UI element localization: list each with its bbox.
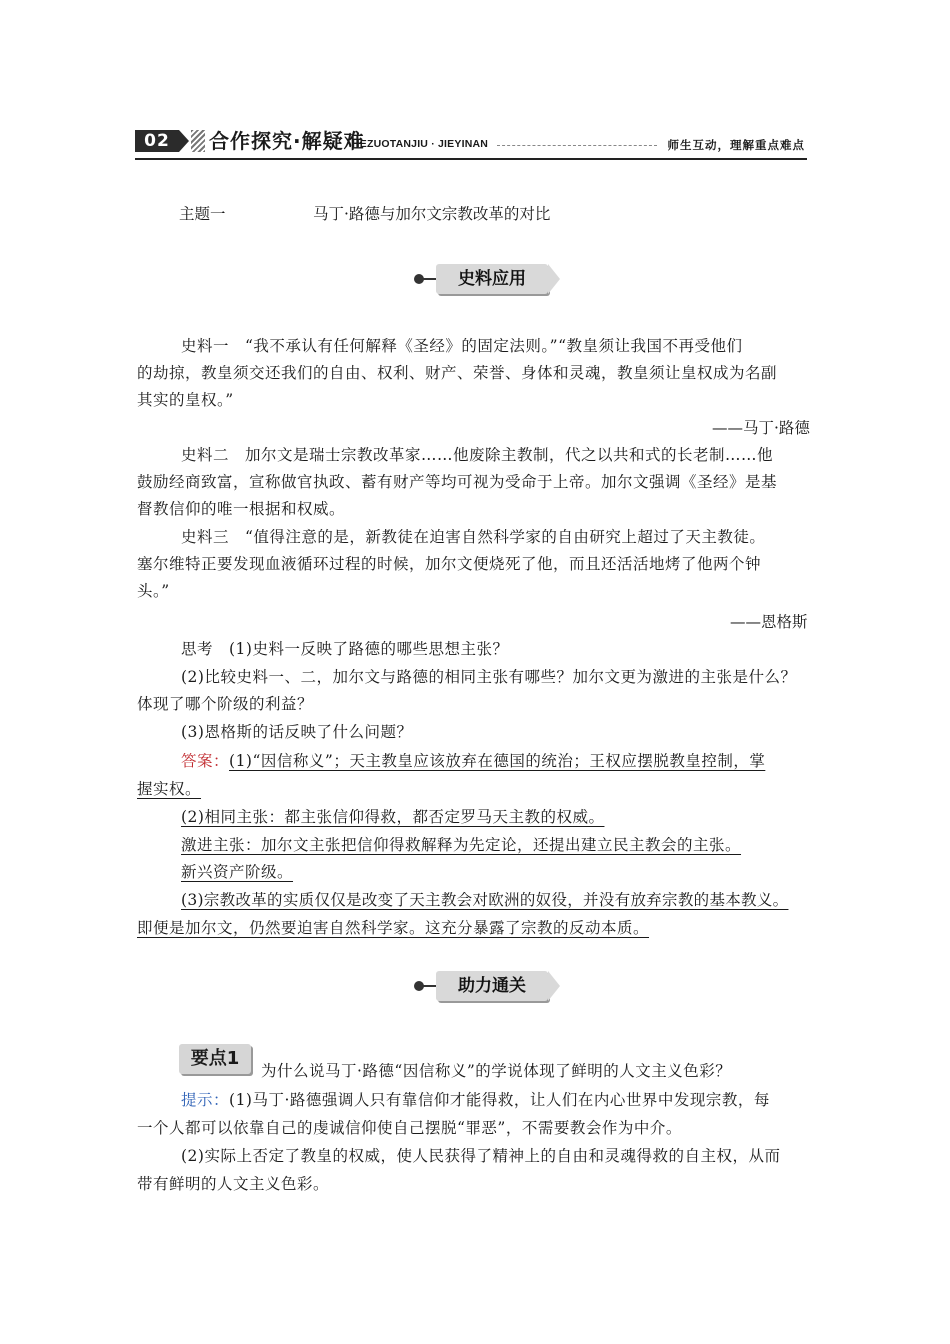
section-subtitle: 师生互动，理解重点难点 [667, 138, 805, 152]
hint-1-line [181, 1087, 770, 1113]
source-1-line: 的劫掠，教皇须交还我们的自由、权利、财产、荣誉、身体和灵魂，教皇须让皇权成为名副 [137, 364, 778, 382]
source-2-line: 督教信仰的唯一根据和权威。 [137, 500, 346, 518]
banner-label: 助力通关 [458, 976, 526, 996]
answer-3-line: (3)宗教改革的实质仅仅是改变了天主教会对欧洲的奴役，并没有放弃宗教的基本教义。 [181, 891, 789, 909]
answer-1-line: 握实权。 [137, 780, 202, 798]
hint-label: 提示： [181, 1091, 230, 1109]
answer-3-line: 即便是加尔文，仍然要迫害自然科学家。这充分暴露了宗教的反动本质。 [137, 919, 650, 937]
key-point-badge-label: 要点1 [190, 1048, 240, 1069]
source-3-line: 塞尔维特正要发现血液循环过程的时候，加尔文便烧死了他，而且还活活地烤了他两个钟 [137, 555, 762, 573]
source-2-line: 史料二 加尔文是瑞士宗教改革家……他废除主教制，代之以共和式的长老制……他 [181, 446, 774, 464]
section-number-badge: 02 [135, 130, 179, 152]
answer-text: (1)“因信称义”；天主教皇应该放弃在德国的统治；王权应摆脱教皇控制，掌 [229, 752, 766, 770]
source-2-line: 鼓励经商致富，宣称做官执政、蓄有财产等均可视为受命于上帝。加尔文强调《圣经》是基 [137, 473, 778, 491]
badge-arrow [179, 130, 189, 152]
source-1-line: 史料一 “我不承认有任何解释《圣经》的固定法则。”“教皇须让我国不再受他们 [181, 337, 743, 355]
header-dashed-line [497, 145, 657, 146]
topic-title: 马丁·路德与加尔文宗教改革的对比 [313, 205, 551, 223]
source-3-line: 头。” [137, 582, 170, 600]
source-3-attribution: ——恩格斯 [730, 613, 808, 631]
banner-source-application [414, 264, 554, 294]
question-2-line: (2)比较史料一、二，加尔文与路德的相同主张有哪些？加尔文更为激进的主张是什么？ [181, 668, 797, 686]
answer-2-line: (2)相同主张：都主张信仰得救，都否定罗马天主教的权威。 [181, 808, 605, 826]
section-header [135, 128, 807, 160]
badge-stripe-decoration [191, 130, 205, 152]
answer-1-line [181, 748, 765, 774]
banner-label: 史料应用 [458, 269, 526, 289]
hint-text: (1)马丁·路德强调人只有靠信仰才能得救，让人们在内心世界中发现宗教，每 [229, 1091, 770, 1109]
question-2-line: 体现了哪个阶级的利益？ [137, 695, 314, 713]
source-1-line: 其实的皇权。” [137, 391, 234, 409]
key-point-badge [179, 1044, 251, 1074]
hint-1-line: 一个人都可以依靠自己的虔诚信仰使自己摆脱“罪恶”，不需要教会作为中介。 [137, 1119, 682, 1137]
hint-2-line: (2)实际上否定了教皇的权威，使人民获得了精神上的自由和灵魂得救的自主权，从而 [181, 1147, 781, 1165]
answer-label: 答案： [181, 752, 230, 770]
section-pinyin: HEZUOTANJIU · JIEYINAN [352, 138, 489, 150]
hint-2-line: 带有鲜明的人文主义色彩。 [137, 1175, 330, 1193]
source-1-attribution: ——马丁·路德 [712, 419, 810, 437]
answer-2-line: 激进主张：加尔文主张把信仰得救解释为先定论，还提出建立民主教会的主张。 [181, 836, 742, 854]
question-3: (3)恩格斯的话反映了什么问题？ [181, 723, 413, 741]
source-3-line: 史料三 “值得注意的是，新教徒在迫害自然科学家的自由研究上超过了天主教徒。 [181, 528, 766, 546]
answer-2-line: 新兴资产阶级。 [181, 863, 294, 881]
key-point-question: 为什么说马丁·路德“因信称义”的学说体现了鲜明的人文主义色彩？ [261, 1062, 732, 1080]
topic-label: 主题一 [179, 205, 226, 223]
section-title: 合作探究·解疑难 [209, 129, 365, 153]
question-1: 思考 (1)史料一反映了路德的哪些思想主张？ [181, 640, 509, 658]
banner-help-pass [414, 971, 554, 1001]
